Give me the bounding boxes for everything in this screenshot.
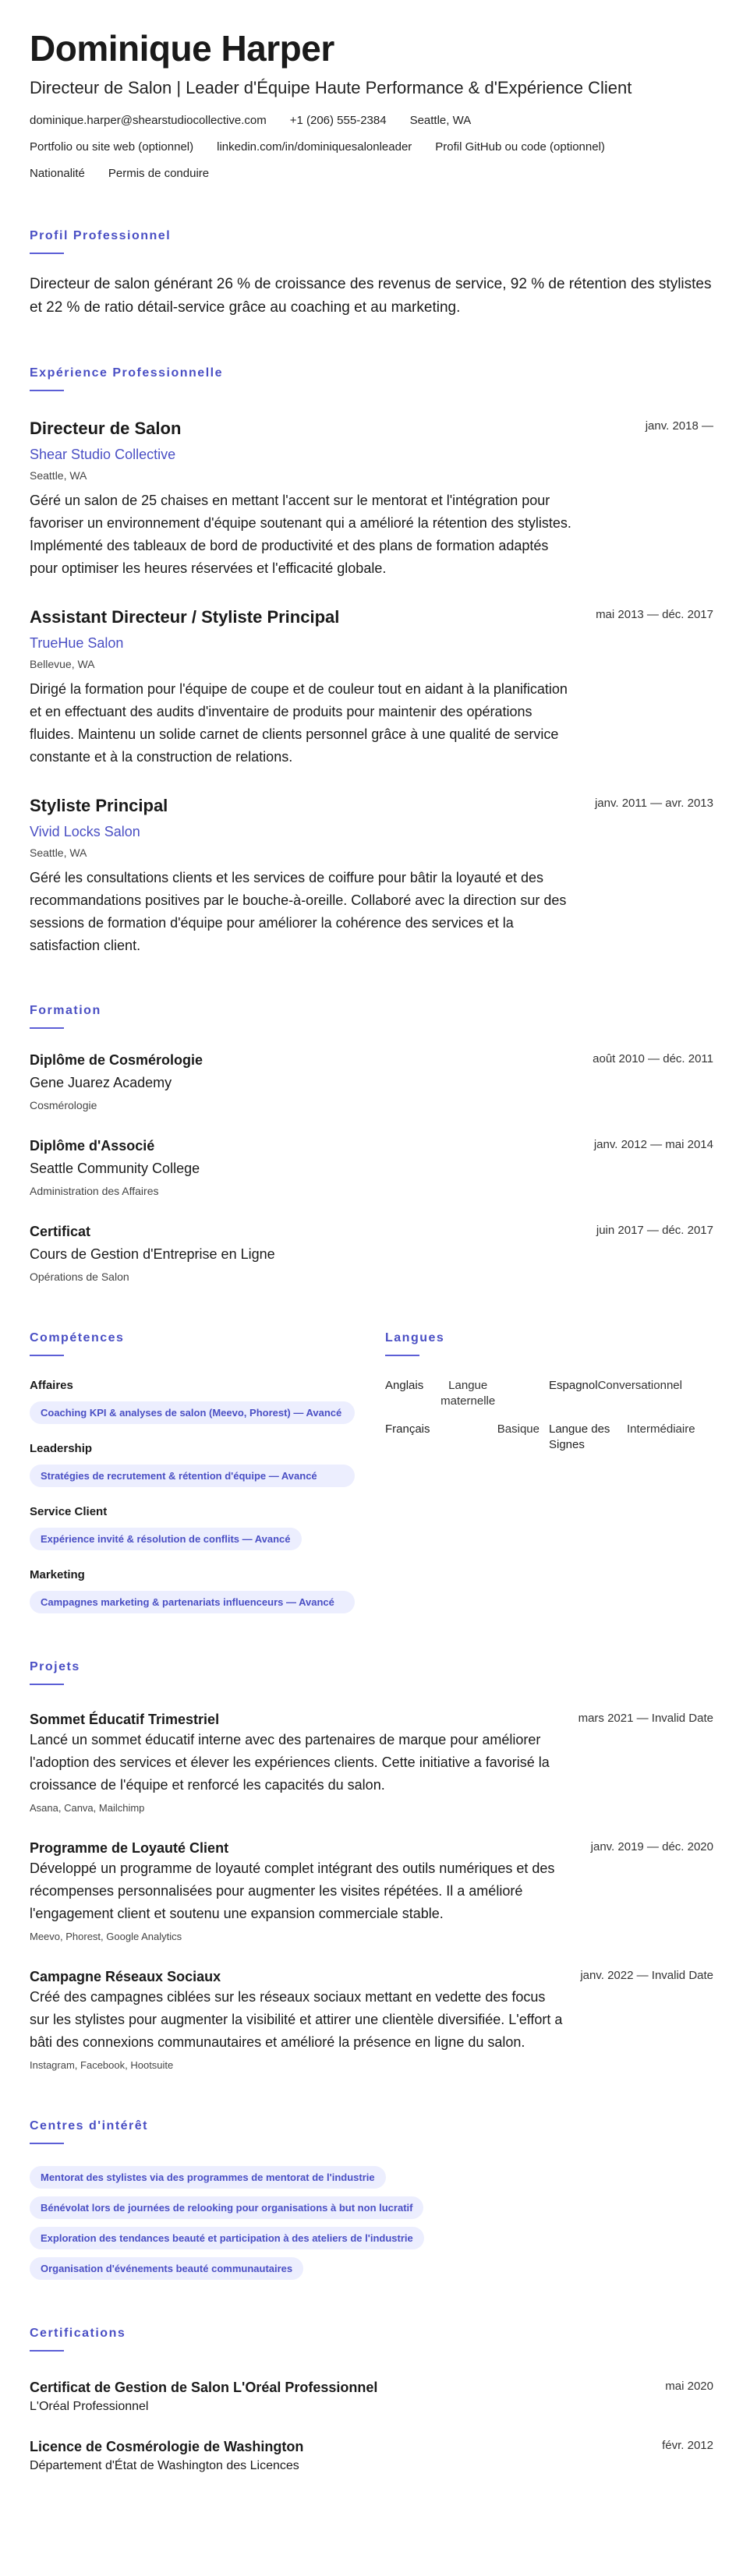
section-heading: Formation	[30, 1004, 101, 1017]
degree: Diplôme d'Associé	[30, 1138, 155, 1154]
driver-license: Permis de conduire	[108, 167, 210, 180]
project-tools: Meevo, Phorest, Google Analytics	[30, 1931, 182, 1942]
candidate-title: Directeur de Salon | Leader d'Équipe Haute Performance & d'Expérience Client	[30, 78, 632, 97]
job-entry	[30, 418, 713, 580]
skill-category: Leadership	[30, 1442, 93, 1455]
phone-number[interactable]: +1 (206) 555-2384	[289, 114, 387, 127]
certification-name: Licence de Cosmérologie de Washington	[30, 2439, 304, 2454]
skills-languages-row	[30, 1330, 713, 1613]
job-date: mai 2013 — déc. 2017	[596, 608, 713, 621]
section-heading: Projets	[30, 1660, 80, 1673]
degree: Certificat	[30, 1224, 91, 1239]
job-title: Assistant Directeur / Styliste Principal	[30, 607, 340, 627]
interest-chip: Exploration des tendances beauté et participation à des ateliers de l'industrie	[30, 2227, 424, 2249]
job-title: Styliste Principal	[30, 796, 168, 815]
job-location: Seattle, WA	[30, 846, 87, 859]
candidate-name: Dominique Harper	[30, 28, 334, 69]
section-heading: Compétences	[30, 1331, 125, 1345]
education-section	[30, 1002, 713, 1284]
project-entry	[30, 1967, 713, 2072]
certification-issuer: Département d'État de Washington des Licences	[30, 2459, 299, 2472]
summary-text: Directeur de salon générant 26 % de croissance des revenus de service, 92 % de rétention des stylistes et 22 % de ratio détail-service grâce au coaching et au marketing.	[30, 276, 712, 316]
interest-chip: Bénévolat lors de journées de relooking pour organisations à but non lucratif	[30, 2196, 423, 2219]
summary-section	[30, 228, 713, 320]
education-entry	[30, 1222, 713, 1284]
section-heading: Expérience Professionnelle	[30, 366, 223, 380]
section-heading: Langues	[385, 1331, 445, 1345]
job-description: Dirigé la formation pour l'équipe de coupe et de couleur tout en aidant à la planification et en effectuant des audits d'inventaire de produits pour maintenir des opérations fluides. Maintenu un solide carnet de clients personnel grâce à une qualité de service constante et à la construction de relations.	[30, 681, 568, 765]
education-date: juin 2017 — déc. 2017	[596, 1224, 713, 1237]
project-description: Lancé un sommet éducatif interne avec des partenaires de marque pour améliorer l'adoption des services et élever les expériences clients. Cette initiative a favorisé la croissance de l'équipe et renforcé les capacités du salon.	[30, 1732, 550, 1793]
job-company: Vivid Locks Salon	[30, 824, 140, 839]
language-name: Langue des Signes	[549, 1422, 610, 1451]
certifications-section	[30, 2325, 713, 2475]
section-heading: Certifications	[30, 2327, 126, 2340]
degree: Diplôme de Cosmérologie	[30, 1052, 203, 1068]
interest-list	[30, 2166, 713, 2280]
language-name: Espagnol	[549, 1379, 598, 1392]
experience-section	[30, 365, 713, 957]
project-entry	[30, 1710, 713, 1815]
language-item	[549, 1378, 705, 1409]
certification-date: févr. 2012	[662, 2439, 713, 2452]
email-link[interactable]: dominique.harper@shearstudiocollective.com	[30, 114, 267, 127]
links-row	[30, 139, 713, 156]
skills-section	[30, 1330, 385, 1613]
education-entry	[30, 1136, 713, 1199]
language-item	[385, 1378, 549, 1409]
section-heading: Centres d'intérêt	[30, 2119, 148, 2133]
job-entry	[30, 606, 713, 769]
project-date: mars 2021 — Invalid Date	[578, 1712, 713, 1725]
education-date: août 2010 — déc. 2011	[593, 1052, 713, 1065]
school: Cours de Gestion d'Entreprise en Ligne	[30, 1246, 275, 1262]
interest-chip: Mentorat des stylistes via des programmes de mentorat de l'industrie	[30, 2166, 386, 2189]
language-level: Intermédiaire	[627, 1422, 695, 1436]
project-title: Campagne Réseaux Sociaux	[30, 1969, 221, 1984]
skill-group	[30, 1378, 385, 1424]
contact-row	[30, 112, 713, 129]
language-name: Français	[385, 1422, 430, 1436]
section-divider	[30, 2143, 64, 2144]
skill-chip: Expérience invité & résolution de conflits — Avancé	[30, 1528, 302, 1550]
project-description: Développé un programme de loyauté complet intégrant des outils numériques et des récompenses personnalisées pour augmenter les visites répétées. Il a amélioré l'engagement client et soutenu une expansion commerciale stable.	[30, 1860, 555, 1921]
skill-group	[30, 1504, 385, 1550]
location: Seattle, WA	[409, 114, 472, 127]
project-tools: Instagram, Facebook, Hootsuite	[30, 2059, 174, 2071]
languages-grid	[385, 1378, 713, 1453]
skill-category: Service Client	[30, 1505, 108, 1518]
section-divider	[30, 2350, 64, 2352]
section-divider	[30, 1684, 64, 1685]
skill-group	[30, 1567, 385, 1613]
projects-section	[30, 1659, 713, 2072]
skill-chip: Coaching KPI & analyses de salon (Meevo, Phorest) — Avancé	[30, 1401, 355, 1424]
field-of-study: Opérations de Salon	[30, 1270, 129, 1283]
language-item	[549, 1422, 705, 1453]
nationality: Nationalité	[30, 167, 85, 180]
linkedin-link[interactable]: linkedin.com/in/dominiquesalonleader	[217, 140, 412, 154]
language-name: Anglais	[385, 1379, 424, 1392]
language-level: Basique	[497, 1422, 540, 1436]
field-of-study: Administration des Affaires	[30, 1185, 159, 1197]
education-entry	[30, 1051, 713, 1113]
skill-category: Affaires	[30, 1379, 73, 1392]
section-heading: Profil Professionnel	[30, 229, 172, 242]
project-tools: Asana, Canva, Mailchimp	[30, 1802, 145, 1814]
certification-entry	[30, 2378, 713, 2415]
project-title: Sommet Éducatif Trimestriel	[30, 1712, 220, 1727]
section-divider	[385, 1355, 419, 1356]
project-description: Créé des campagnes ciblées sur les réseaux sociaux mettant en vedette des focus sur les stylistes pour augmenter la visibilité et attirer une clientèle diversifiée. L'effort a bâti des connexions communautaires et amélioré la présence en ligne du salon.	[30, 1989, 563, 2050]
section-divider	[30, 253, 64, 254]
field-of-study: Cosmérologie	[30, 1099, 97, 1111]
education-date: janv. 2012 — mai 2014	[593, 1138, 713, 1151]
project-date: janv. 2019 — déc. 2020	[590, 1840, 713, 1853]
job-date: janv. 2011 — avr. 2013	[594, 797, 713, 810]
job-company: Shear Studio Collective	[30, 447, 176, 462]
project-entry	[30, 1839, 713, 1944]
job-company: TrueHue Salon	[30, 635, 124, 651]
language-item	[385, 1422, 549, 1453]
job-location: Seattle, WA	[30, 469, 87, 482]
interests-section	[30, 2118, 713, 2280]
skill-chip: Campagnes marketing & partenariats influenceurs — Avancé	[30, 1591, 355, 1613]
certification-entry	[30, 2437, 713, 2475]
project-date: janv. 2022 — Invalid Date	[580, 1969, 713, 1982]
job-description: Géré un salon de 25 chaises en mettant l'accent sur le mentorat et l'intégration pour favoriser un environnement d'équipe soutenant qui a amélioré la rétention des stylistes. Implémenté des tableaux de bord de productivité et des plans de formation adaptés pour optimiser les heures réservées et l'efficacité globale.	[30, 493, 571, 576]
language-level: Langue maternelle	[440, 1379, 496, 1408]
section-divider	[30, 390, 64, 391]
skill-category: Marketing	[30, 1568, 85, 1581]
github-link[interactable]: Profil GitHub ou code (optionnel)	[435, 140, 605, 154]
certification-issuer: L'Oréal Professionnel	[30, 2400, 149, 2413]
certification-name: Certificat de Gestion de Salon L'Oréal Professionnel	[30, 2380, 378, 2395]
job-date: janv. 2018 —	[645, 419, 713, 433]
personal-row	[30, 165, 713, 182]
skill-chip: Stratégies de recrutement & rétention d'équipe — Avancé	[30, 1465, 355, 1487]
section-divider	[30, 1355, 64, 1356]
project-title: Programme de Loyauté Client	[30, 1840, 229, 1856]
language-level: Conversationnel	[597, 1379, 682, 1392]
skill-group	[30, 1441, 385, 1487]
job-title: Directeur de Salon	[30, 419, 182, 438]
interest-chip: Organisation d'événements beauté communautaires	[30, 2257, 303, 2280]
job-entry	[30, 795, 713, 957]
website-link[interactable]: Portfolio ou site web (optionnel)	[30, 140, 194, 154]
certification-date: mai 2020	[665, 2380, 713, 2393]
section-divider	[30, 1027, 64, 1029]
job-location: Bellevue, WA	[30, 658, 95, 670]
school: Gene Juarez Academy	[30, 1075, 172, 1090]
school: Seattle Community College	[30, 1161, 200, 1176]
languages-section	[385, 1330, 713, 1613]
job-description: Géré les consultations clients et les services de coiffure pour bâtir la loyauté et des recommandations positives par le bouche-à-oreille. Collaboré avec la direction sur des sessions de formation d'équipe pour améliorer la cohérence des services et la satisfaction client.	[30, 870, 567, 953]
